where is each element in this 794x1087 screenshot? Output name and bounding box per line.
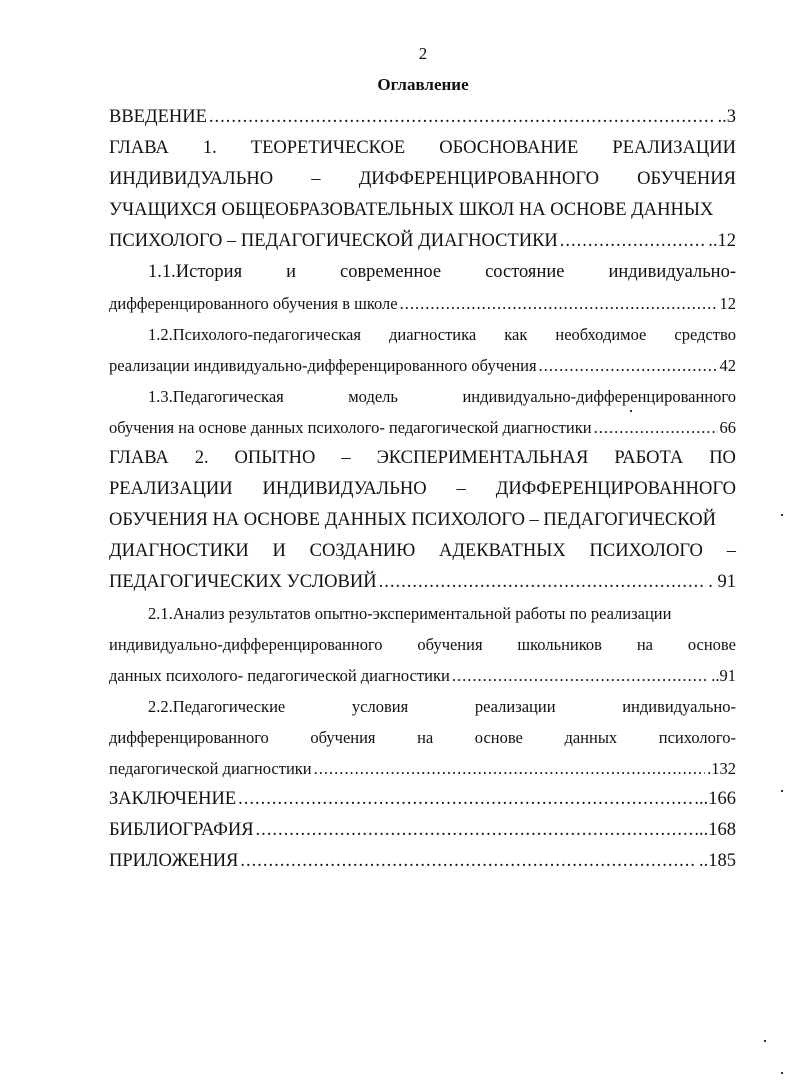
toc-word: диагностика — [388, 325, 477, 344]
dot-leader — [594, 412, 718, 443]
toc-word: состояние — [485, 262, 565, 282]
toc-word: 1.1.История — [148, 262, 243, 282]
toc-entry-chapter-2[interactable] — [109, 443, 736, 598]
toc-line — [109, 691, 736, 722]
toc-word: условия — [351, 697, 409, 716]
toc-word: РАБОТА — [614, 448, 684, 468]
dot-leader — [209, 102, 716, 133]
scan-speck — [781, 790, 783, 792]
toc-label: БИБЛИОГРАФИЯ — [109, 820, 254, 840]
toc-text: реализации индивидуально-дифференцированного обучения — [109, 356, 537, 375]
toc-word: на — [417, 728, 434, 747]
toc-line — [109, 412, 736, 443]
toc-page-number: . 91 — [708, 572, 736, 592]
toc-line — [109, 319, 736, 350]
toc-word: АДЕКВАТНЫХ — [439, 541, 566, 561]
toc-text: педагогической диагностики — [109, 759, 312, 778]
toc-word: ДИФФЕРЕНЦИРОВАННОГО — [495, 479, 736, 499]
toc-word: данных — [564, 728, 618, 747]
dot-leader — [452, 660, 709, 691]
toc-word: ТЕОРЕТИЧЕСКОЕ — [250, 138, 406, 158]
toc-word: ПСИХОЛОГО — [589, 541, 703, 561]
toc-word: – — [311, 169, 321, 189]
toc-text: ПСИХОЛОГО – ПЕДАГОГИЧЕСКОЙ ДИАГНОСТИКИ — [109, 231, 558, 251]
toc-label: ВВЕДЕНИЕ — [109, 107, 207, 127]
toc-text: ПЕДАГОГИЧЕСКИХ УСЛОВИЙ — [109, 572, 377, 592]
toc-word: на — [636, 635, 653, 654]
toc-line — [109, 443, 736, 474]
toc-page-number: ..3 — [717, 107, 736, 127]
toc-entry-section-2-1[interactable] — [109, 598, 736, 691]
toc-word: ОБОСНОВАНИЕ — [439, 138, 579, 158]
toc-word: школьников — [517, 635, 602, 654]
toc-word: ДИАГНОСТИКИ — [109, 541, 249, 561]
toc-word: обучения — [417, 635, 483, 654]
toc-line — [109, 257, 736, 288]
toc-entry-section-1-1[interactable] — [109, 257, 736, 319]
toc-line — [109, 598, 736, 629]
toc-text: данных психолого- педагогической диагностики — [109, 666, 450, 685]
toc-text: дифференцированного обучения в школе — [109, 294, 398, 313]
toc-word: психолого- — [658, 728, 736, 747]
toc-word: индивидуально-дифференцированного — [462, 387, 736, 406]
toc-text: 2.1.Анализ результатов опытно-экспериментальной работы по реализации — [148, 604, 672, 623]
toc-line — [109, 350, 736, 381]
toc-line — [109, 753, 736, 784]
toc-word: необходимое — [555, 325, 647, 344]
dot-leader — [560, 226, 706, 257]
toc-word: – — [341, 448, 351, 468]
toc-line — [109, 474, 736, 505]
toc-word: – — [726, 541, 736, 561]
toc-page-number: .132 — [707, 759, 736, 778]
toc-label: ЗАКЛЮЧЕНИЕ — [109, 789, 237, 809]
toc-word: 1. — [202, 138, 217, 158]
page-number: 2 — [418, 44, 428, 63]
toc-word: реализации — [474, 697, 556, 716]
toc-word: ПО — [709, 448, 736, 468]
toc-entry-chapter-1[interactable] — [109, 133, 736, 257]
toc-word: ОПЫТНО — [234, 448, 316, 468]
toc-word: как — [504, 325, 528, 344]
toc-word: средство — [674, 325, 736, 344]
toc-entry-section-2-2[interactable] — [109, 691, 736, 784]
toc-word: ИНДИВИДУАЛЬНО — [262, 479, 427, 499]
toc-entry-appendices[interactable] — [109, 846, 736, 877]
toc-label: ПРИЛОЖЕНИЯ — [109, 851, 239, 871]
toc-word: ОБУЧЕНИЯ — [637, 169, 736, 189]
toc-word: РЕАЛИЗАЦИИ — [109, 479, 233, 499]
toc-page-number: 42 — [719, 356, 736, 375]
table-of-contents — [109, 102, 736, 877]
toc-entry-bibliography[interactable] — [109, 815, 736, 846]
toc-page-number: 66 — [719, 418, 736, 437]
toc-page-number: ..12 — [708, 231, 736, 251]
scan-speck — [781, 514, 783, 516]
dot-leader — [314, 753, 706, 784]
toc-word: и — [286, 262, 296, 282]
toc-line — [109, 722, 736, 753]
toc-word: ЭКСПЕРИМЕНТАЛЬНАЯ — [376, 448, 589, 468]
toc-line — [109, 133, 736, 164]
toc-line — [109, 164, 736, 195]
toc-word: 1.3.Педагогическая — [148, 387, 284, 406]
toc-word: обучения — [310, 728, 376, 747]
toc-line — [109, 226, 736, 257]
scan-speck — [781, 1072, 783, 1074]
toc-line — [109, 288, 736, 319]
toc-word: СОЗДАНИЮ — [309, 541, 416, 561]
toc-entry-section-1-3[interactable] — [109, 381, 736, 443]
scan-speck — [764, 1040, 766, 1042]
toc-word: ГЛАВА — [109, 138, 169, 158]
toc-page-number: ..185 — [699, 851, 736, 871]
toc-text: обучения на основе данных психолого- педагогической диагностики — [109, 418, 592, 437]
dot-leader — [379, 567, 707, 598]
toc-word: РЕАЛИЗАЦИИ — [612, 138, 736, 158]
toc-word: ГЛАВА — [109, 448, 169, 468]
toc-page-number: ...166 — [694, 789, 736, 809]
toc-word: основе — [687, 635, 736, 654]
toc-word: индивидуально- — [622, 697, 736, 716]
toc-text: УЧАЩИХСЯ ОБЩЕОБРАЗОВАТЕЛЬНЫХ ШКОЛ НА ОСНОВЕ ДАННЫХ — [109, 200, 714, 220]
toc-entry-introduction[interactable] — [109, 102, 736, 133]
toc-entry-section-1-2[interactable] — [109, 319, 736, 381]
toc-word: индивидуально-дифференцированного — [109, 635, 383, 654]
toc-line — [109, 381, 736, 412]
toc-word: современное — [339, 262, 442, 282]
toc-word: модель — [348, 387, 398, 406]
toc-page-number: ...168 — [694, 820, 736, 840]
dot-leader — [539, 350, 718, 381]
dot-leader — [400, 288, 718, 319]
toc-word: дифференцированного — [109, 728, 269, 747]
toc-entry-conclusion[interactable] — [109, 784, 736, 815]
toc-page-number: 12 — [719, 294, 736, 313]
scan-speck — [630, 410, 632, 412]
toc-line — [109, 536, 736, 567]
toc-word: – — [456, 479, 466, 499]
page-title: Оглавление — [377, 75, 469, 94]
toc-line — [109, 629, 736, 660]
toc-page-number: ..91 — [711, 666, 736, 685]
toc-word: 2.2.Педагогические — [148, 697, 286, 716]
toc-word: ИНДИВИДУАЛЬНО — [109, 169, 274, 189]
toc-line — [109, 505, 736, 536]
toc-text: ОБУЧЕНИЯ НА ОСНОВЕ ДАННЫХ ПСИХОЛОГО – ПЕДАГОГИЧЕСКОЙ — [109, 510, 716, 530]
toc-word: И — [272, 541, 286, 561]
toc-word: индивидуально- — [608, 262, 736, 282]
dot-leader — [256, 815, 693, 846]
toc-word: ДИФФЕРЕНЦИРОВАННОГО — [358, 169, 599, 189]
toc-word: 2. — [194, 448, 209, 468]
toc-line — [109, 195, 736, 226]
toc-line — [109, 567, 736, 598]
dot-leader — [240, 846, 697, 877]
toc-word: основе — [474, 728, 523, 747]
dot-leader — [238, 784, 692, 815]
toc-line — [109, 660, 736, 691]
toc-word: 1.2.Психолого-педагогическая — [148, 325, 361, 344]
